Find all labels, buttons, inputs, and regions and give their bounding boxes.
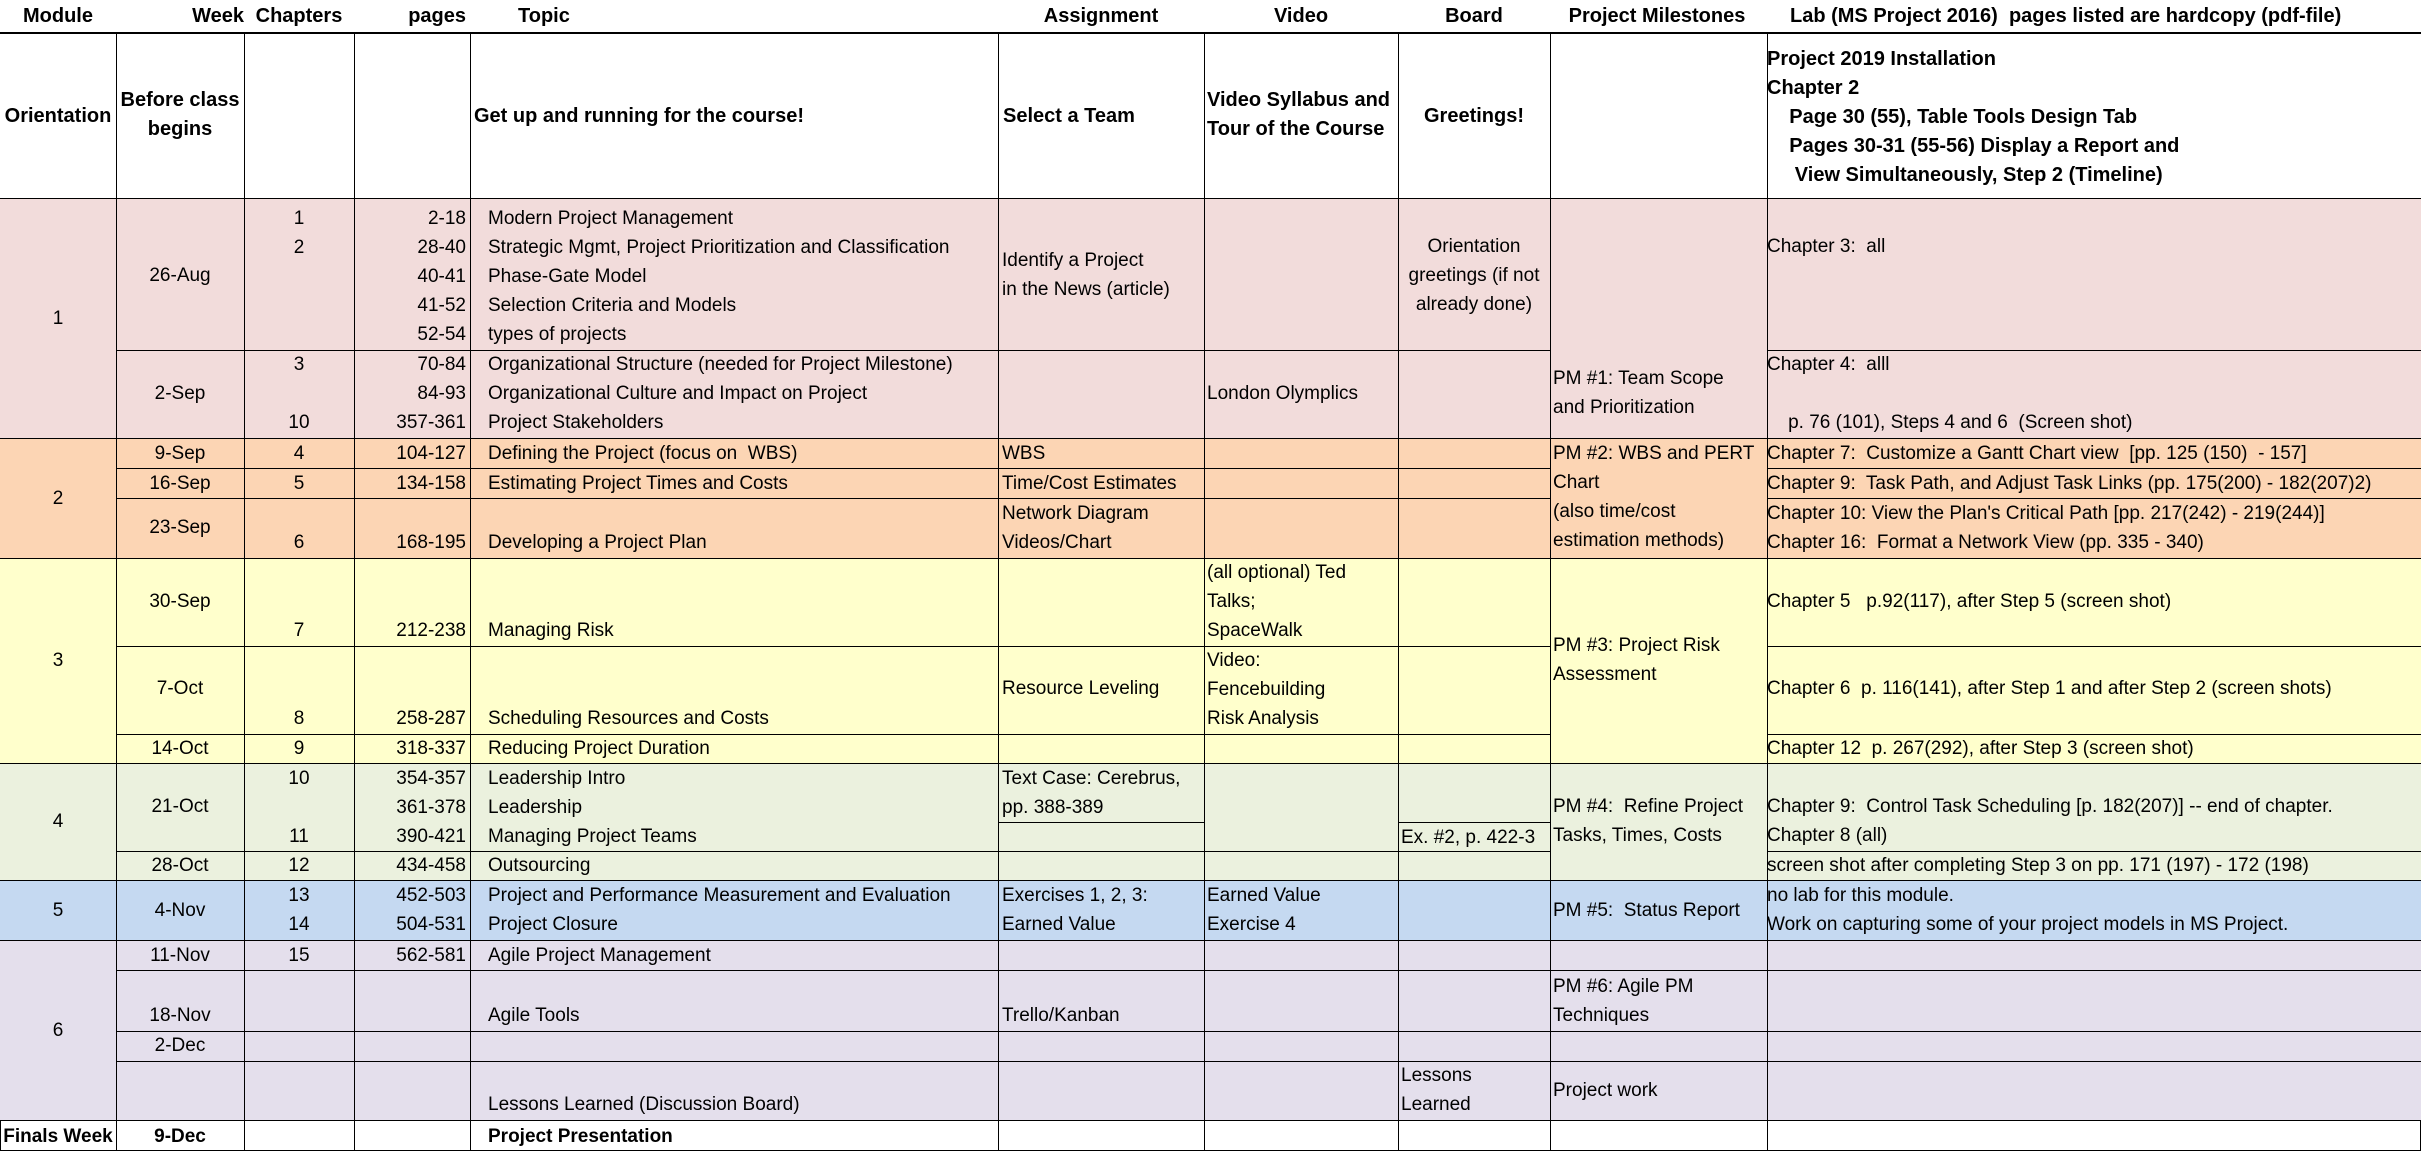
- module3-row2-lab: Chapter 6 p. 116(141), after Step 1 and after Step 2 (screen shots): [1767, 678, 2332, 699]
- module4-wk2-lab: screen shot after completing Step 3 on pp. 171 (197) - 172 (198): [1767, 855, 2309, 876]
- grid-row-line: [0, 438, 2421, 439]
- module3-row2-topic: Scheduling Resources and Costs: [488, 708, 769, 729]
- module6-r1-pages: 562-581: [396, 945, 466, 966]
- module6-r2-week: 18-Nov: [149, 1005, 211, 1026]
- module4-wk1-board: Ex. #2, p. 422-3: [1401, 827, 1536, 848]
- module3-row3-lab: Chapter 12 p. 267(292), after Step 3 (screen shot): [1767, 738, 2194, 759]
- orientation-week: Before class begins: [120, 89, 240, 140]
- header-module: Module: [23, 5, 93, 27]
- module3-milestone: PM #3: Project Risk Assessment: [1553, 635, 1720, 685]
- grid-row-line: [1767, 498, 2421, 499]
- module4-wk2-topic: Outsourcing: [488, 855, 591, 876]
- grid-row-line: [0, 763, 2421, 764]
- module6-r1-topic: Agile Project Management: [488, 945, 711, 966]
- module3-row1-chapters: 7: [293, 620, 305, 641]
- module5-week: 4-Nov: [154, 900, 206, 921]
- module6-r3-week: 2-Dec: [154, 1035, 206, 1056]
- module4-wk1-lab: Chapter 9: Control Task Scheduling [p. 182(207)] -- end of chapter. Chapter 8 (all): [1767, 796, 2333, 846]
- grid-row-line: [0, 1150, 2421, 1151]
- module1-wk2-topic: Organizational Structure (needed for Project Milestone) Organizational Culture and Impact on Project Project Stakeholders: [488, 354, 953, 433]
- module2-row1-pages: 104-127: [396, 443, 466, 464]
- grid-column-line: [998, 32, 999, 1150]
- module1-wk1-board: Orientation greetings (if not already done): [1408, 236, 1540, 315]
- module2-row1-assignment: WBS: [1002, 443, 1046, 464]
- orientation-video: Video Syllabus and Tour of the Course: [1207, 89, 1391, 140]
- module6-r4-board: Lessons Learned: [1401, 1065, 1472, 1115]
- grid-row-line: [116, 1061, 2421, 1062]
- module1-number: 1: [52, 308, 64, 329]
- module1-wk2-pages: 70-84 84-93 357-361: [396, 354, 466, 433]
- module6-r4-milestone: Project work: [1553, 1080, 1658, 1101]
- header-lab: Lab (MS Project 2016) pages listed are hardcopy (pdf-file): [1790, 5, 2342, 27]
- module4-milestone: PM #4: Refine Project Tasks, Times, Costs: [1553, 796, 1744, 846]
- module3-row1-lab: Chapter 5 p.92(117), after Step 5 (screen shot): [1767, 591, 2172, 612]
- module5-chapters: 13 14: [288, 885, 310, 935]
- header-board: Board: [1445, 5, 1503, 27]
- finals-topic: Project Presentation: [488, 1126, 673, 1147]
- grid-row-line: [116, 468, 1550, 469]
- module1-wk1-chapters: 1 2: [293, 208, 305, 258]
- module1-wk1-pages: 2-18 28-40 40-41 41-52 52-54: [417, 208, 466, 345]
- grid-row-line: [0, 880, 2421, 881]
- grid-row-line: [116, 498, 1550, 499]
- finals-module: Finals Week: [3, 1126, 113, 1147]
- grid-column-line: [1204, 32, 1205, 1150]
- header-pages: pages: [408, 5, 466, 27]
- module2-row1-topic: Defining the Project (focus on WBS): [488, 443, 798, 464]
- module1-wk2-chapters: 3 10: [288, 354, 310, 433]
- module2-milestone: PM #2: WBS and PERT Chart (also time/cost estimation methods): [1553, 443, 1755, 551]
- grid-row-line: [116, 970, 2421, 971]
- module4-wk2-chapters: 12: [288, 855, 310, 876]
- grid-row-line: [116, 350, 1550, 351]
- grid-row-line: [0, 940, 2421, 941]
- module1-wk1-week: 26-Aug: [149, 265, 211, 286]
- module5-pages: 452-503 504-531: [396, 885, 466, 935]
- module3-row2-pages: 258-287: [396, 708, 466, 729]
- module3-row3-topic: Reducing Project Duration: [488, 738, 710, 759]
- grid-row-line: [1767, 350, 2421, 351]
- module1-wk1-topic: Modern Project Management Strategic Mgmt, Project Prioritization and Classification Phase-Gate Model Selection Criteria and Models types of projects: [488, 208, 950, 345]
- grid-column-line: [1398, 32, 1399, 1150]
- grid-column-line: [244, 32, 245, 1150]
- module3-row3-week: 14-Oct: [151, 738, 209, 759]
- grid-row-line: [998, 822, 1204, 823]
- orientation-module: Orientation: [4, 105, 112, 127]
- orientation-assignment: Select a Team: [1003, 105, 1135, 127]
- header-week: Week: [192, 5, 244, 27]
- grid-row-line: [0, 32, 2421, 34]
- module1-wk2-week: 2-Sep: [154, 383, 206, 404]
- module1-wk2-milestone: PM #1: Team Scope and Prioritization: [1553, 368, 1724, 418]
- grid-row-line: [116, 1031, 2421, 1032]
- module6-number: 6: [52, 1020, 64, 1041]
- header-topic: Topic: [518, 5, 570, 27]
- grid-column-line: [1550, 32, 1551, 1150]
- module3-row1-video: (all optional) Ted Talks; SpaceWalk: [1207, 562, 1347, 641]
- grid-row-line: [0, 558, 2421, 559]
- module6-r2-assignment: Trello/Kanban: [1002, 1005, 1120, 1026]
- module2-row3-topic: Developing a Project Plan: [488, 532, 707, 553]
- module2-row3-assignment: Network Diagram Videos/Chart: [1002, 503, 1149, 553]
- module3-row2-assignment: Resource Leveling: [1002, 678, 1160, 699]
- module4-wk1-assignment: Text Case: Cerebrus, pp. 388-389: [1002, 768, 1181, 818]
- grid-edge-line: [0, 1120, 1, 1150]
- module3-row1-week: 30-Sep: [149, 591, 211, 612]
- module6-r2-milestone: PM #6: Agile PM Techniques: [1553, 976, 1694, 1026]
- grid-row-line: [1767, 734, 2421, 735]
- module5-video: Earned Value Exercise 4: [1207, 885, 1321, 935]
- grid-column-line: [1767, 32, 1768, 1150]
- orientation-topic: Get up and running for the course!: [474, 105, 804, 127]
- module2-row3-chapters: 6: [293, 532, 305, 553]
- module1-wk1-lab: Chapter 3: all: [1767, 236, 1886, 257]
- grid-row-line: [116, 734, 1550, 735]
- module2-row2-pages: 134-158: [396, 473, 466, 494]
- grid-row-line: [0, 198, 2421, 199]
- grid-row-line: [0, 1120, 2421, 1121]
- grid-row-line: [1767, 646, 2421, 647]
- module6-r1-week: 11-Nov: [150, 945, 210, 966]
- grid-row-line: [1398, 822, 1550, 823]
- module2-row2-topic: Estimating Project Times and Costs: [488, 473, 788, 494]
- header-milestones: Project Milestones: [1568, 5, 1746, 27]
- module6-r1-chapters: 15: [288, 945, 310, 966]
- module4-wk1-chapters: 10 11: [288, 768, 310, 847]
- header-video: Video: [1273, 5, 1329, 27]
- module3-row3-chapters: 9: [293, 738, 305, 759]
- module3-row3-pages: 318-337: [396, 738, 466, 759]
- module1-wk2-lab: Chapter 4: alll p. 76 (101), Steps 4 and 6 (Screen shot): [1767, 354, 2133, 433]
- module3-row2-video: Video: Fencebuilding Risk Analysis: [1207, 650, 1326, 729]
- module3-row1-topic: Managing Risk: [488, 620, 614, 641]
- module4-wk2-week: 28-Oct: [151, 855, 209, 876]
- module2-row2-lab: Chapter 9: Task Path, and Adjust Task Links (pp. 175(200) - 182(207)2): [1767, 473, 2372, 494]
- module2-row2-assignment: Time/Cost Estimates: [1002, 473, 1177, 494]
- module3-number: 3: [52, 650, 64, 671]
- module3-row2-week: 7-Oct: [156, 678, 204, 699]
- module2-row3-week: 23-Sep: [149, 517, 211, 538]
- module5-topic: Project and Performance Measurement and Evaluation Project Closure: [488, 885, 951, 935]
- module2-row1-week: 9-Sep: [154, 443, 206, 464]
- module2-row1-lab: Chapter 7: Customize a Gantt Chart view [pp. 125 (150) - 157]: [1767, 443, 2307, 464]
- module2-row3-lab: Chapter 10: View the Plan's Critical Path [pp. 217(242) - 219(244)] Chapter 16: Format a Network View (pp. 335 - 340): [1767, 503, 2325, 553]
- module4-wk1-pages: 354-357 361-378 390-421: [396, 768, 466, 847]
- module4-number: 4: [52, 811, 64, 832]
- module4-wk1-topic: Leadership Intro Leadership Managing Project Teams: [488, 768, 697, 847]
- grid-column-line: [354, 32, 355, 1150]
- orientation-board: Greetings!: [1423, 105, 1525, 127]
- module2-row3-pages: 168-195: [396, 532, 466, 553]
- module2-row2-chapters: 5: [293, 473, 305, 494]
- grid-column-line: [470, 32, 471, 1150]
- module1-wk1-assignment: Identify a Project in the News (article): [1002, 250, 1170, 300]
- module1-wk2-video: London Olymplics: [1207, 383, 1359, 404]
- module4-wk1-week: 21-Oct: [151, 796, 209, 817]
- header-chapters: Chapters: [255, 5, 343, 27]
- module2-number: 2: [52, 488, 64, 509]
- grid-row-line: [116, 646, 1550, 647]
- module3-row2-chapters: 8: [293, 708, 305, 729]
- module2-row1-chapters: 4: [293, 443, 305, 464]
- module6-r2-topic: Agile Tools: [488, 1005, 580, 1026]
- grid-row-line: [1767, 851, 2421, 852]
- header-assignment: Assignment: [1043, 5, 1159, 27]
- module3-row1-pages: 212-238: [396, 620, 466, 641]
- grid-column-line: [116, 32, 117, 1150]
- module6-r4-topic: Lessons Learned (Discussion Board): [488, 1094, 800, 1115]
- module5-milestone: PM #5: Status Report: [1553, 900, 1740, 921]
- module5-assignment: Exercises 1, 2, 3: Earned Value: [1002, 885, 1148, 935]
- module5-number: 5: [52, 900, 64, 921]
- grid-row-line: [116, 851, 1550, 852]
- finals-week: 9-Dec: [154, 1126, 206, 1147]
- module4-wk2-pages: 434-458: [396, 855, 466, 876]
- module2-row2-week: 16-Sep: [149, 473, 211, 494]
- module5-lab: no lab for this module. Work on capturing some of your project models in MS Project.: [1767, 885, 2289, 935]
- grid-row-line: [1767, 468, 2421, 469]
- orientation-lab: Project 2019 Installation Chapter 2 Page 30 (55), Table Tools Design Tab Pages 30-31 (55-56) Display a Report and View Simultaneously, Step 2 (Timeline): [1767, 48, 2180, 186]
